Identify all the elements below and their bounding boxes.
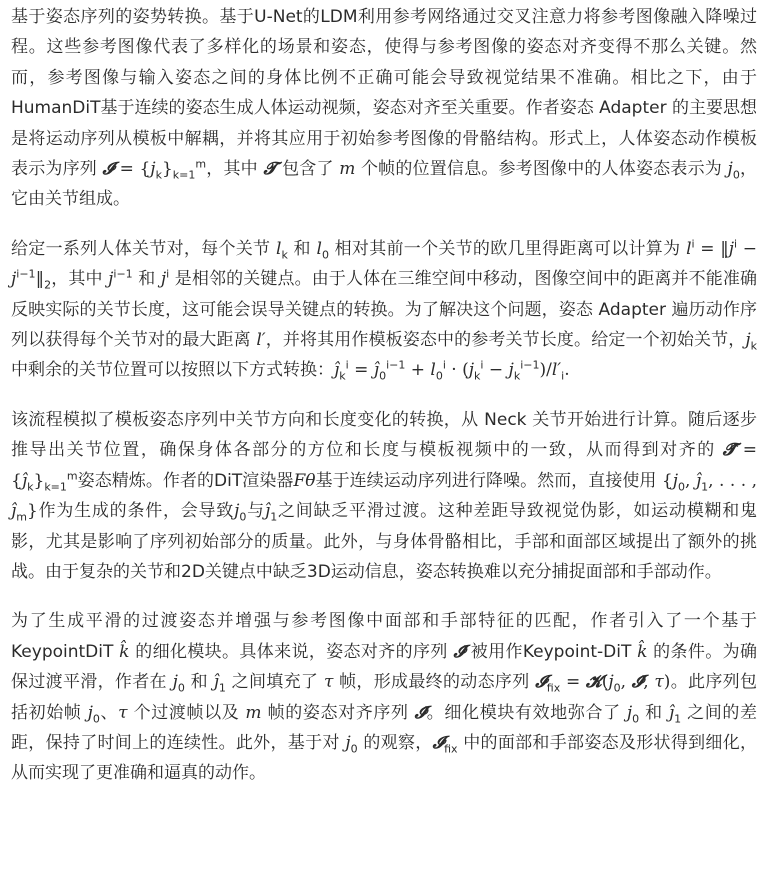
math-run: τ xyxy=(323,672,334,693)
math-run: ĵ xyxy=(373,360,380,381)
math-run: l xyxy=(686,238,692,259)
math-run: j xyxy=(672,470,679,491)
math-run: j xyxy=(468,360,475,381)
text-run: ，它由关节组成。 xyxy=(11,159,758,210)
math-run: ĵ xyxy=(264,501,271,522)
text-run: ，并将其用作模板姿态中的参考关节长度。给定一个初始关节， xyxy=(265,330,746,351)
text-run: 之间缺乏平滑过渡。这种差距导致视觉伪影，如运动模糊和鬼影，尤其是影响了序列初始部分的质量。此外，与身体骨骼相比，手部和面部区域提出了额外的挑战。由于复杂的关节和2D关键点中缺乏3D运动信息，姿态转换难以充分捕捉面部和手部动作。 xyxy=(11,501,758,582)
math-run: m xyxy=(245,702,262,723)
text-run: 、 xyxy=(99,702,119,723)
math-run: j xyxy=(172,672,178,693)
paragraph-keypoint-refinement xyxy=(11,606,757,788)
text-run: 与 xyxy=(246,501,265,522)
math-run: = { xyxy=(11,440,757,491)
math-run: = ‖ xyxy=(694,238,729,259)
math-run: 𝓣̂ xyxy=(722,440,736,461)
math-run: j xyxy=(626,702,633,723)
math-run: } xyxy=(33,470,45,491)
math-run: i xyxy=(345,358,349,372)
text-run: 帧，形成最终的动态序列 xyxy=(333,672,536,693)
math-run: ( xyxy=(601,672,609,693)
math-run: j xyxy=(508,360,514,381)
math-run: i xyxy=(734,237,738,251)
paragraph-neck-alignment xyxy=(11,405,757,587)
math-run: + xyxy=(405,360,431,381)
math-run: 1 xyxy=(218,681,226,695)
math-run: · ( xyxy=(445,360,469,381)
math-run: 𝓘̂ xyxy=(631,672,644,693)
math-run: i xyxy=(166,267,170,281)
math-run: fix xyxy=(444,742,458,756)
math-run: j xyxy=(87,702,93,723)
math-run: 0 xyxy=(435,369,443,383)
text-run: 和 xyxy=(132,269,161,290)
math-run: k xyxy=(513,369,521,383)
text-run: 和 xyxy=(184,672,214,693)
math-run: j xyxy=(608,672,614,693)
text-run: 姿态精炼。作者的DiT渲染器 xyxy=(77,470,294,491)
math-run: i−1 xyxy=(113,267,133,281)
math-run: 1 xyxy=(701,480,709,494)
math-run: } xyxy=(161,159,173,180)
math-run: 0 xyxy=(678,480,686,494)
math-run: k̂ xyxy=(637,641,648,662)
math-run: l xyxy=(430,360,436,381)
text-run: 相对其前一个关节的欧几里得距离可以计算为 xyxy=(328,238,687,259)
math-run: 𝓣 xyxy=(263,159,277,180)
math-run: m xyxy=(339,159,356,180)
text-run: ，其中 xyxy=(206,159,264,180)
math-run: 0 xyxy=(239,510,247,524)
math-run: l xyxy=(276,238,282,259)
math-run: = xyxy=(560,672,586,693)
math-run: m xyxy=(66,469,78,483)
math-run: 𝓘 xyxy=(102,159,115,180)
math-run: k=1 xyxy=(172,168,196,182)
math-run: ‖ xyxy=(35,269,45,290)
math-run: k xyxy=(474,369,481,383)
math-run: i xyxy=(561,369,565,383)
math-run: k xyxy=(339,369,346,383)
text-run: 帧的姿态对齐序列 xyxy=(261,702,415,723)
math-run: , xyxy=(685,470,696,491)
math-run: ĵ xyxy=(668,702,675,723)
text-run: 。此序列包括初始帧 xyxy=(11,672,758,723)
math-run: k=1 xyxy=(44,480,67,494)
text-run: 中剩余的关节位置可以按照以下方式转换： xyxy=(11,360,334,381)
math-run: } xyxy=(27,501,38,522)
math-run: j xyxy=(345,732,351,753)
text-run: 基于连续运动序列进行降噪。然而，直接使用 xyxy=(315,470,662,491)
math-run: )/ xyxy=(539,360,552,381)
math-run: 𝓘 xyxy=(535,672,547,693)
math-run: j xyxy=(160,269,167,290)
text-run: 为了生成平滑的过渡姿态并增强与参考图像中面部和手部特征的匹配，作者引入了一个基于KeypointDiT xyxy=(11,611,757,662)
text-run: 是相邻的关键点。由于人体在三维空间中移动，图像空间中的距离并不能准确反映实际的关节长度，这可能会误导关键点的转换。为了解决这个问题，姿态 Adapter 遍历动作序列以获得每个关节对的最大距离 xyxy=(11,269,758,351)
math-run: l′ xyxy=(551,360,562,381)
math-run: { xyxy=(661,470,673,491)
text-run: 的细化模块。具体来说，姿态对齐的序列 xyxy=(129,641,454,662)
text-run: 个过渡帧以及 xyxy=(127,702,246,723)
text-run: 基于姿态序列的姿势转换。基于U-Net的LDM利用参考网络通过交叉注意力将参考图像融入降噪过程。这些参考图像代表了多样化的场景和姿态，使得与参考图像的姿态对齐变得不那么关键。然而，参考图像与输入姿态之间的身体比例不正确可能会导致视觉结果不准确。相比之下，由于HumanDiT基于连续的姿态生成人体运动视频，姿态对齐至关重要。作者姿态 Adapter 的主要思想是将运动序列从模板中解耦，并将其应用于初始参考图像的骨骼结构。形式上，人体姿态动作模板表示为序列 xyxy=(11,7,757,180)
math-run: τ xyxy=(654,672,664,693)
math-run: j xyxy=(234,501,240,522)
text-run: 中的面部和手部姿态及形状得到细化，从而实现了更准确和逼真的动作。 xyxy=(11,732,758,784)
paragraph-pose-transfer xyxy=(11,2,757,215)
math-run: k̂ xyxy=(119,641,130,662)
math-run: i−1 xyxy=(386,358,406,372)
math-run: . xyxy=(564,360,570,381)
math-run: fix xyxy=(546,681,561,695)
text-run: 的观察， xyxy=(357,732,433,753)
text-run: 和 xyxy=(639,702,669,723)
math-run: 1 xyxy=(674,711,682,725)
text-run: 该流程模拟了模板姿态序列中关节方向和长度变化的转换，从 Neck 关节开始进行计算。随后逐步推导出关节位置，确保身体各部分的方位和长度与模板视频中的一致，从而得到对齐的 xyxy=(11,409,757,461)
math-run: k xyxy=(750,339,757,353)
math-run: m xyxy=(16,510,27,524)
text-run: 的条件。为确保过渡平滑，作者在 xyxy=(11,641,757,693)
text-run: 之间填充了 xyxy=(225,672,324,693)
math-run: j xyxy=(108,269,114,290)
math-run: i−1 xyxy=(16,267,36,281)
math-run: ĵ xyxy=(334,360,340,381)
math-run: , xyxy=(643,672,655,693)
math-run: τ xyxy=(118,702,128,723)
math-run: 𝓚 xyxy=(585,672,602,693)
math-run: i−1 xyxy=(520,358,540,372)
math-run: 0 xyxy=(350,742,358,756)
text-run: 。细化模块有效地弥合了 xyxy=(426,702,627,723)
text-run: 个帧的位置信息。参考图像中的人体姿态表示为 xyxy=(355,159,728,180)
math-run: 𝓘̂ xyxy=(414,702,427,723)
math-run: k xyxy=(281,248,288,262)
text-run: 包含了 xyxy=(276,159,340,180)
math-run: 0 xyxy=(732,168,740,182)
math-run: 0 xyxy=(321,248,329,262)
math-run: j xyxy=(150,159,156,180)
math-run: − xyxy=(483,360,509,381)
math-run: j xyxy=(727,159,733,180)
math-run: 0 xyxy=(379,369,387,383)
math-run: k xyxy=(27,480,34,494)
math-run: = xyxy=(348,360,374,381)
math-run: = { xyxy=(114,159,151,180)
math-run: 0 xyxy=(613,681,621,695)
math-run: i xyxy=(480,358,484,372)
math-run: 𝓘 xyxy=(432,732,445,753)
math-run: 0 xyxy=(177,681,185,695)
math-run: l xyxy=(316,238,322,259)
math-run: j xyxy=(11,269,17,290)
text-run: 和 xyxy=(287,238,317,259)
math-run: k xyxy=(155,168,162,182)
math-run: ĵ xyxy=(21,470,28,491)
text-run: 之间的差距，保持了时间上的连续性。此外，基于对 xyxy=(11,702,758,753)
math-run: 2 xyxy=(44,278,52,292)
math-run: 0 xyxy=(632,711,640,725)
math-run: m xyxy=(195,157,207,171)
math-run: i xyxy=(442,358,446,372)
math-run: 1 xyxy=(270,510,278,524)
math-run: ĵ xyxy=(213,672,219,693)
math-run: − xyxy=(737,238,757,259)
math-run: ĵ xyxy=(695,470,702,491)
text-run: ，其中 xyxy=(51,269,109,290)
math-run: 𝓘̂ xyxy=(453,641,465,662)
text-run: 作为生成的条件，会导致 xyxy=(37,501,235,522)
math-run: j xyxy=(745,330,751,351)
math-run: Fθ xyxy=(293,470,316,491)
math-run: l′ xyxy=(256,330,266,351)
math-run: 0 xyxy=(92,711,100,725)
text-run: 给定一系列人体关节对，每个关节 xyxy=(11,238,277,259)
math-run: ĵ xyxy=(11,501,17,522)
math-run: i xyxy=(691,237,695,251)
text-run: 被用作Keypoint-DiT xyxy=(464,641,638,662)
math-run: , xyxy=(620,672,632,693)
math-run: j xyxy=(728,238,734,259)
math-run: , . . . , xyxy=(708,470,757,491)
math-run: ) xyxy=(663,672,671,693)
paragraph-joint-distance xyxy=(11,234,757,386)
